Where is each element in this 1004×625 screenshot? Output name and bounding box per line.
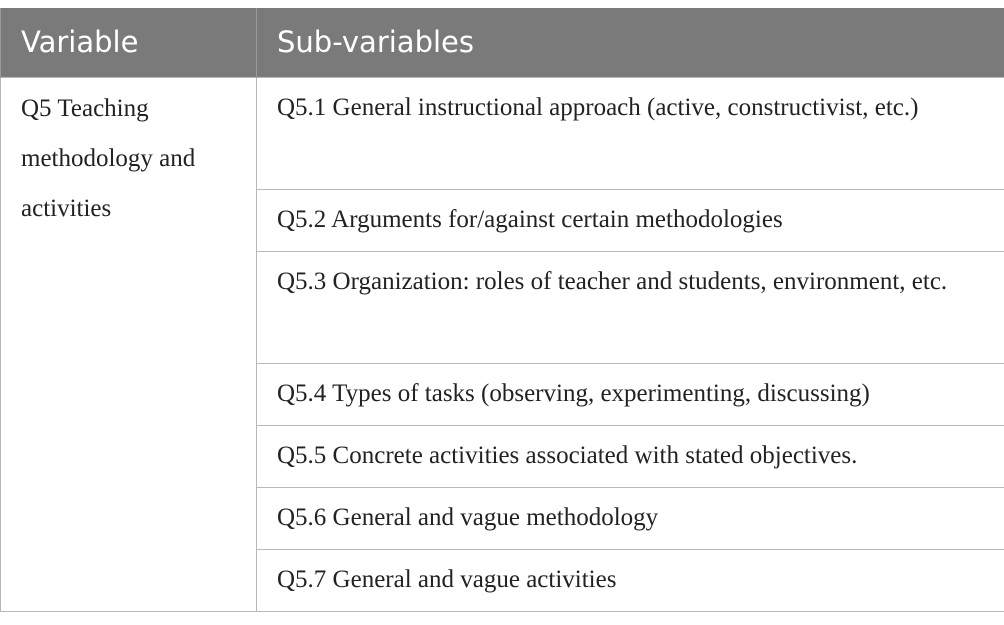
variable-cell: Q5 Teaching methodology and activities	[1, 77, 257, 611]
header-sub-variables: Sub-variables	[257, 8, 1004, 77]
header-variable: Variable	[1, 8, 257, 77]
variables-table	[0, 8, 1004, 612]
sub-variable-cell: Q5.7 General and vague activities	[257, 549, 1004, 611]
sub-variable-cell: Q5.6 General and vague methodology	[257, 487, 1004, 549]
sub-variable-cell: Q5.3 Organization: roles of teacher and students, environment, etc.	[257, 251, 1004, 363]
header-row	[1, 8, 1004, 77]
sub-variable-cell: Q5.5 Concrete activities associated with stated objectives.	[257, 425, 1004, 487]
sub-variable-cell: Q5.2 Arguments for/against certain methodologies	[257, 189, 1004, 251]
table-row	[1, 77, 1004, 189]
sub-variable-cell: Q5.4 Types of tasks (observing, experimenting, discussing)	[257, 363, 1004, 425]
sub-variable-cell: Q5.1 General instructional approach (active, constructivist, etc.)	[257, 77, 1004, 189]
